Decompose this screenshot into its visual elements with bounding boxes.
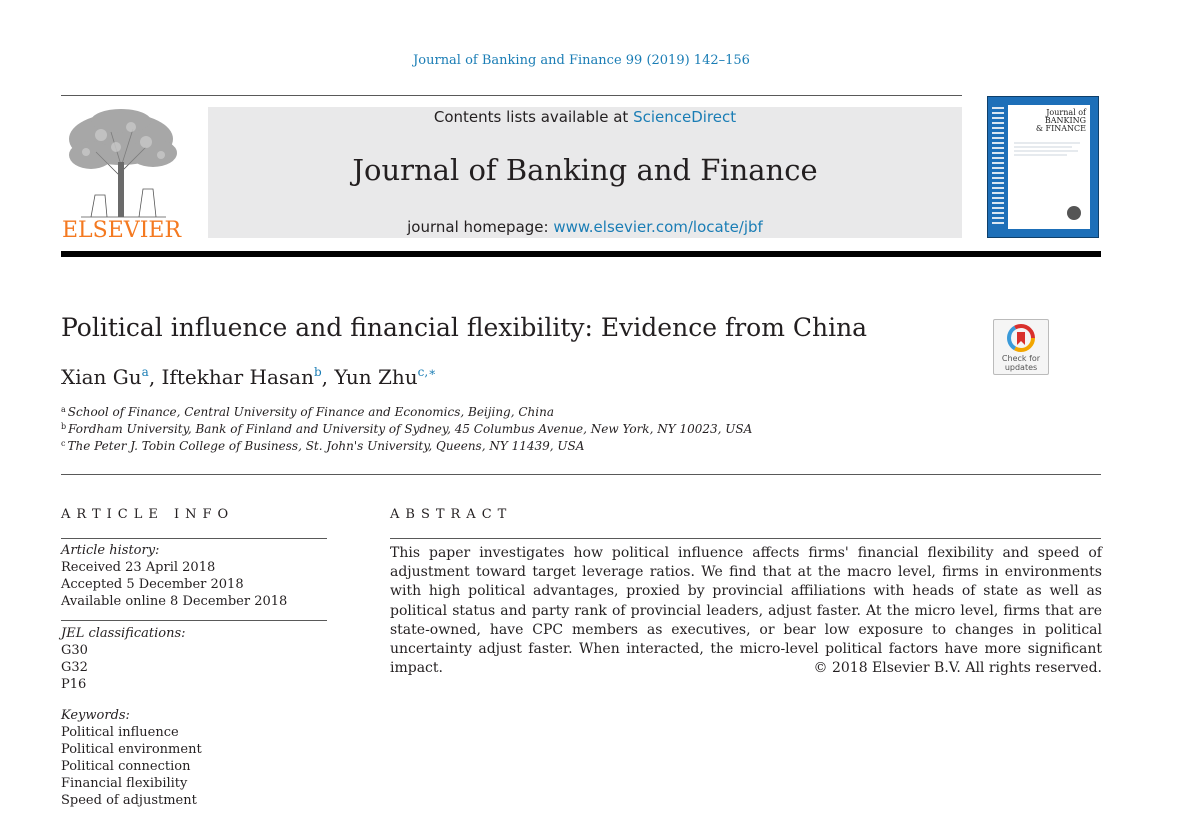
keyword: Political influence (61, 725, 179, 740)
jel-code: G30 (61, 643, 88, 658)
cover-title-line-3: & FINANCE (1035, 124, 1086, 133)
keyword: Speed of adjustment (61, 793, 197, 808)
homepage-line (208, 218, 962, 236)
history-online: Available online 8 December 2018 (61, 594, 288, 609)
journal-title: Journal of Banking and Finance (352, 153, 818, 187)
article-info-heading: ARTICLE INFO (61, 507, 235, 522)
history-label: Article history: (61, 543, 160, 558)
affiliation-text: The Peter J. Tobin College of Business, St. John's University, Queens, NY 11439, USA (67, 439, 585, 453)
affiliation-text: School of Finance, Central University of Finance and Economics, Beijing, China (67, 405, 554, 419)
sciencedirect-link[interactable]: ScienceDirect (633, 108, 737, 126)
jel-code: G32 (61, 660, 88, 675)
affiliation (61, 439, 584, 453)
keyword: Political connection (61, 759, 191, 774)
affiliation (61, 422, 752, 436)
history-received: Received 23 April 2018 (61, 560, 216, 575)
homepage-prefix: journal homepage: (407, 218, 549, 236)
abstract-text: This paper investigates how political influence affects firms' financial flexibility and speed of adjustment toward target leverage ratios. We find that at the macro level, firms in environments with high political advantages, proxied by provincial affiliations with heads of state as well as political status and party rank of provincial leaders, adjust faster. At the micro level, firms that are state-owned, have CPC members as executives, or bear low exposure to changes in political uncertainty adjust faster. When interacted, the micro-level political factors have more significant impact. (390, 545, 1102, 677)
contents-line (208, 108, 962, 126)
journal-citation[interactable]: Journal of Banking and Finance 99 (2019) 142–156 (413, 53, 750, 68)
article-title: Political influence and financial flexibility: Evidence from China (61, 313, 868, 342)
check-updates-label: Check for updates (1001, 354, 1041, 372)
journal-cover-thumbnail[interactable] (987, 96, 1099, 238)
affiliation-mark: c (61, 439, 66, 448)
cover-title-line-1: Journal of (1046, 108, 1086, 117)
jel-code: P16 (61, 677, 87, 692)
cover-contents-lines-icon (1012, 139, 1086, 225)
abstract-rule (390, 538, 1101, 539)
abstract-heading: ABSTRACT (390, 507, 513, 522)
keyword: Political environment (61, 742, 202, 757)
author-mark[interactable]: a (141, 365, 149, 379)
contents-prefix: Contents lists available at (433, 108, 629, 126)
affiliation-mark: a (61, 405, 66, 414)
author-mark[interactable]: c,∗ (417, 365, 437, 379)
author-name[interactable]: Iftekhar Hasan (161, 365, 314, 389)
masthead-bottom-bar (61, 251, 1101, 257)
author-list: Xian Gu$^a$, Iftekhar Hasan$^b$, Yun Zhu$^{c,∗}$ (61, 365, 437, 389)
cover-side-strip (992, 107, 1004, 227)
check-updates-icon (1007, 324, 1035, 352)
author-mark[interactable]: b (313, 365, 322, 379)
masthead-top-rule (61, 95, 962, 96)
author-name[interactable]: Yun Zhu (334, 365, 418, 389)
cover-page (1008, 105, 1090, 229)
affiliation-text: Fordham University, Bank of Finland and University of Sydney, 45 Columbus Avenue, New York, NY 10023, USA (68, 422, 753, 436)
affiliation (61, 405, 554, 419)
cover-title-line-2: BANKING (1044, 116, 1086, 125)
elsevier-wordmark: ELSEVIER (62, 218, 182, 243)
jel-label: JEL classifications: (61, 626, 186, 641)
article-info-rule (61, 538, 327, 539)
affiliation-mark: b (61, 422, 67, 431)
check-for-updates-badge[interactable] (993, 319, 1049, 375)
history-accepted: Accepted 5 December 2018 (61, 577, 244, 592)
journal-homepage-link[interactable]: www.elsevier.com/locate/jbf (553, 218, 763, 236)
keywords-label: Keywords: (61, 708, 130, 723)
copyright-notice: © 2018 Elsevier B.V. All rights reserved. (813, 660, 1102, 676)
history-rule (61, 620, 327, 621)
keyword: Financial flexibility (61, 776, 188, 791)
cover-title (1036, 109, 1086, 133)
author-name[interactable]: Xian Gu (61, 365, 142, 389)
affiliations-rule (61, 474, 1101, 475)
